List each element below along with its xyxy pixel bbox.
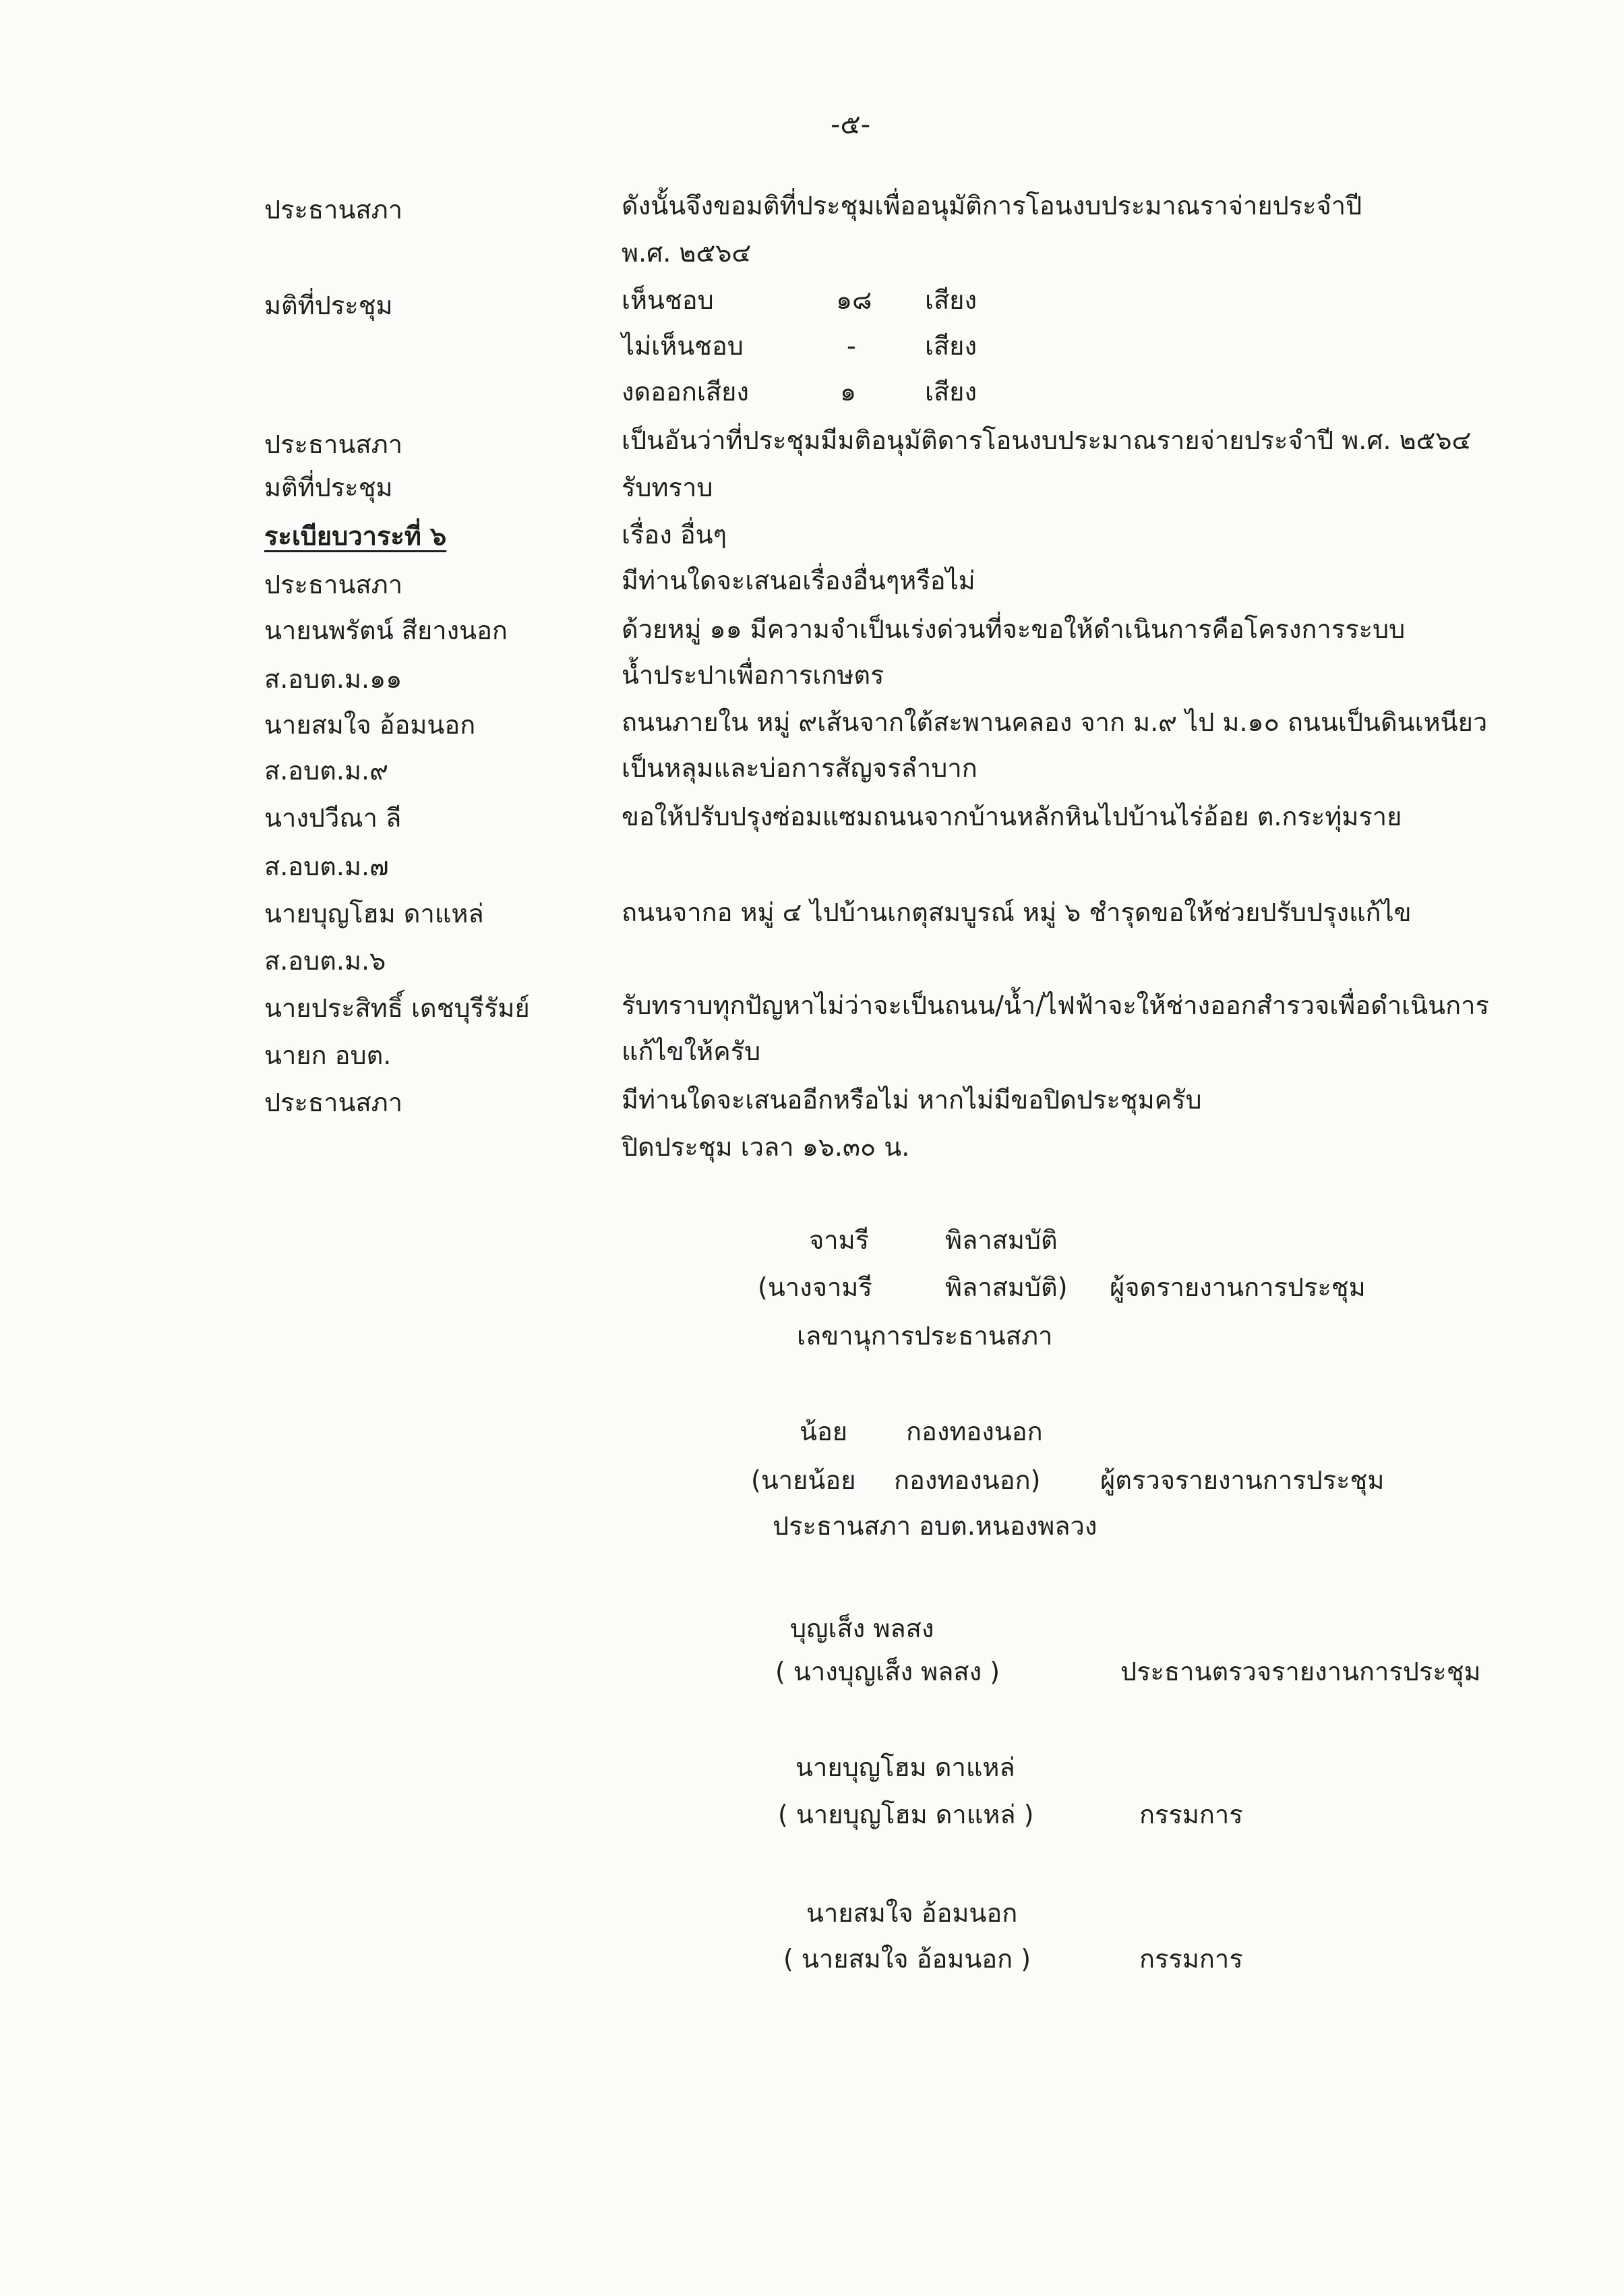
- signatory-role: กรรมการ: [1139, 1944, 1243, 1974]
- speech-text: ขอให้ปรับปรุงซ่อมแซมถนนจากบ้านหลักหินไปบ้านไร่อ้อย ต.กระทุ่มราย: [622, 802, 1402, 831]
- resolution-text: รับทราบ: [622, 473, 713, 502]
- signatory-name: ( นายสมใจ อ้อมนอก ): [783, 1944, 1031, 1974]
- resolution-label: มติที่ประชุม: [264, 291, 393, 320]
- vote-reject-count: -: [847, 331, 856, 361]
- vote-reject-label: ไม่เห็นชอบ: [622, 331, 744, 361]
- signature-last: กองทองนอก: [906, 1417, 1043, 1446]
- signature-first: จามรี: [809, 1225, 870, 1255]
- agenda-title: เรื่อง อื่นๆ: [622, 520, 727, 550]
- page-number: -๕-: [831, 109, 871, 140]
- speech-text: ด้วยหมู่ ๑๑ มีความจำเป็นเร่งด่วนที่จะขอให้ดำเนินการคือโครงการระบบ: [622, 614, 1406, 644]
- speech-text: ดังนั้นจึงขอมติที่ประชุมเพื่ออนุมัติการโอนงบประมาณราจ่ายประจำปี: [622, 191, 1362, 220]
- speaker-label: นางปวีณา ลี: [264, 803, 402, 833]
- speaker-position: ส.อบต.ม.๙: [264, 756, 388, 786]
- signatory-name: ( นายบุญโฮม ดาแหล่ ): [778, 1800, 1034, 1829]
- speaker-position: ส.อบต.ม.๗: [264, 852, 389, 881]
- speech-text-continued: น้ำประปาเพื่อการเกษตร: [622, 660, 884, 690]
- speaker-label: ประธานสภา: [264, 195, 403, 225]
- vote-approve-count: ๑๘: [836, 285, 872, 315]
- signature: นายบุญโฮม ดาแหล่: [795, 1753, 1015, 1782]
- speech-text: มีท่านใดจะเสนออีกหรือไม่ หากไม่มีขอปิดประชุมครับ: [622, 1085, 1202, 1115]
- signatory-name: ( นางบุญเส็ง พลสง ): [775, 1657, 1000, 1686]
- speech-text-continued: แก้ไขให้ครับ: [622, 1036, 761, 1066]
- closing-time: ปิดประชุม เวลา ๑๖.๓๐ น.: [622, 1132, 910, 1162]
- speaker-label: นายประสิทธิ์ เดชบุรีรัมย์: [264, 993, 530, 1023]
- speech-text: มีท่านใดจะเสนอเรื่องอื่นๆหรือไม่: [622, 566, 975, 595]
- signature: นายสมใจ อ้อมนอก: [806, 1898, 1018, 1928]
- speaker-label: ประธานสภา: [264, 430, 403, 459]
- resolution-label: มติที่ประชุม: [264, 473, 393, 502]
- signatory-role: ผู้จดรายงานการประชุม: [1110, 1272, 1366, 1302]
- signatory-first: (นางจามรี: [758, 1272, 872, 1302]
- speech-text-continued: พ.ศ. ๒๕๖๔: [622, 238, 752, 268]
- vote-approve-label: เห็นชอบ: [622, 285, 714, 315]
- signatory-last: กองทองนอก): [894, 1465, 1041, 1495]
- signatory-first: (นายน้อย: [751, 1465, 856, 1495]
- signature: บุญเส็ง พลสง: [790, 1614, 934, 1643]
- speaker-label: ประธานสภา: [264, 570, 403, 599]
- speech-text: ถนนจากอ หมู่ ๔ ไปบ้านเกตุสมบูรณ์ หมู่ ๖ ชำรุดขอให้ช่วยปรับปรุงแก้ไข: [622, 897, 1412, 927]
- signatory-role: ประธานตรวจรายงานการประชุม: [1120, 1657, 1481, 1686]
- signatory-role: ผู้ตรวจรายงานการประชุม: [1100, 1465, 1385, 1495]
- signatory-last: พิลาสมบัติ): [945, 1272, 1068, 1302]
- agenda-heading: ระเบียบวาระที่ ๖: [264, 521, 447, 551]
- speaker-position: ส.อบต.ม.๖: [264, 946, 386, 976]
- signatory-title: ประธานสภา อบต.หนองพลวง: [773, 1511, 1097, 1541]
- speaker-position: ส.อบต.ม.๑๑: [264, 664, 402, 694]
- speech-text: เป็นอันว่าที่ประชุมมีมติอนุมัติดารโอนงบประมาณรายจ่ายประจำปี พ.ศ. ๒๕๖๔: [622, 425, 1472, 455]
- speech-text-continued: เป็นหลุมและบ่อการสัญจรลำบาก: [622, 753, 978, 783]
- speaker-label: นายนพรัตน์ สียางนอก: [264, 616, 508, 645]
- signature-first: น้อย: [800, 1417, 848, 1446]
- signatory-title: เลขานุการประธานสภา: [797, 1321, 1053, 1351]
- speech-text: ถนนภายใน หมู่ ๙เส้นจากใต้สะพานคลอง จาก ม.๙ ไป ม.๑๐ ถนนเป็นดินเหนียว: [622, 707, 1488, 737]
- vote-reject-unit: เสียง: [925, 331, 978, 361]
- speaker-position: นายก อบต.: [264, 1040, 392, 1070]
- signature-last: พิลาสมบัติ: [945, 1225, 1058, 1255]
- vote-abstain-count: ๑: [840, 377, 857, 407]
- speaker-label: ประธานสภา: [264, 1088, 403, 1117]
- speaker-label: นายสมใจ อ้อมนอก: [264, 710, 476, 740]
- vote-abstain-label: งดออกเสียง: [622, 377, 749, 407]
- speech-text: รับทราบทุกปัญหาไม่ว่าจะเป็นถนน/น้ำ/ไฟฟ้าจะให้ช่างออกสำรวจเพื่อดำเนินการ: [622, 991, 1489, 1020]
- speaker-label: นายบุญโฮม ดาแหล่: [264, 899, 484, 929]
- signatory-role: กรรมการ: [1139, 1800, 1243, 1829]
- vote-approve-unit: เสียง: [925, 285, 978, 315]
- vote-abstain-unit: เสียง: [925, 377, 978, 407]
